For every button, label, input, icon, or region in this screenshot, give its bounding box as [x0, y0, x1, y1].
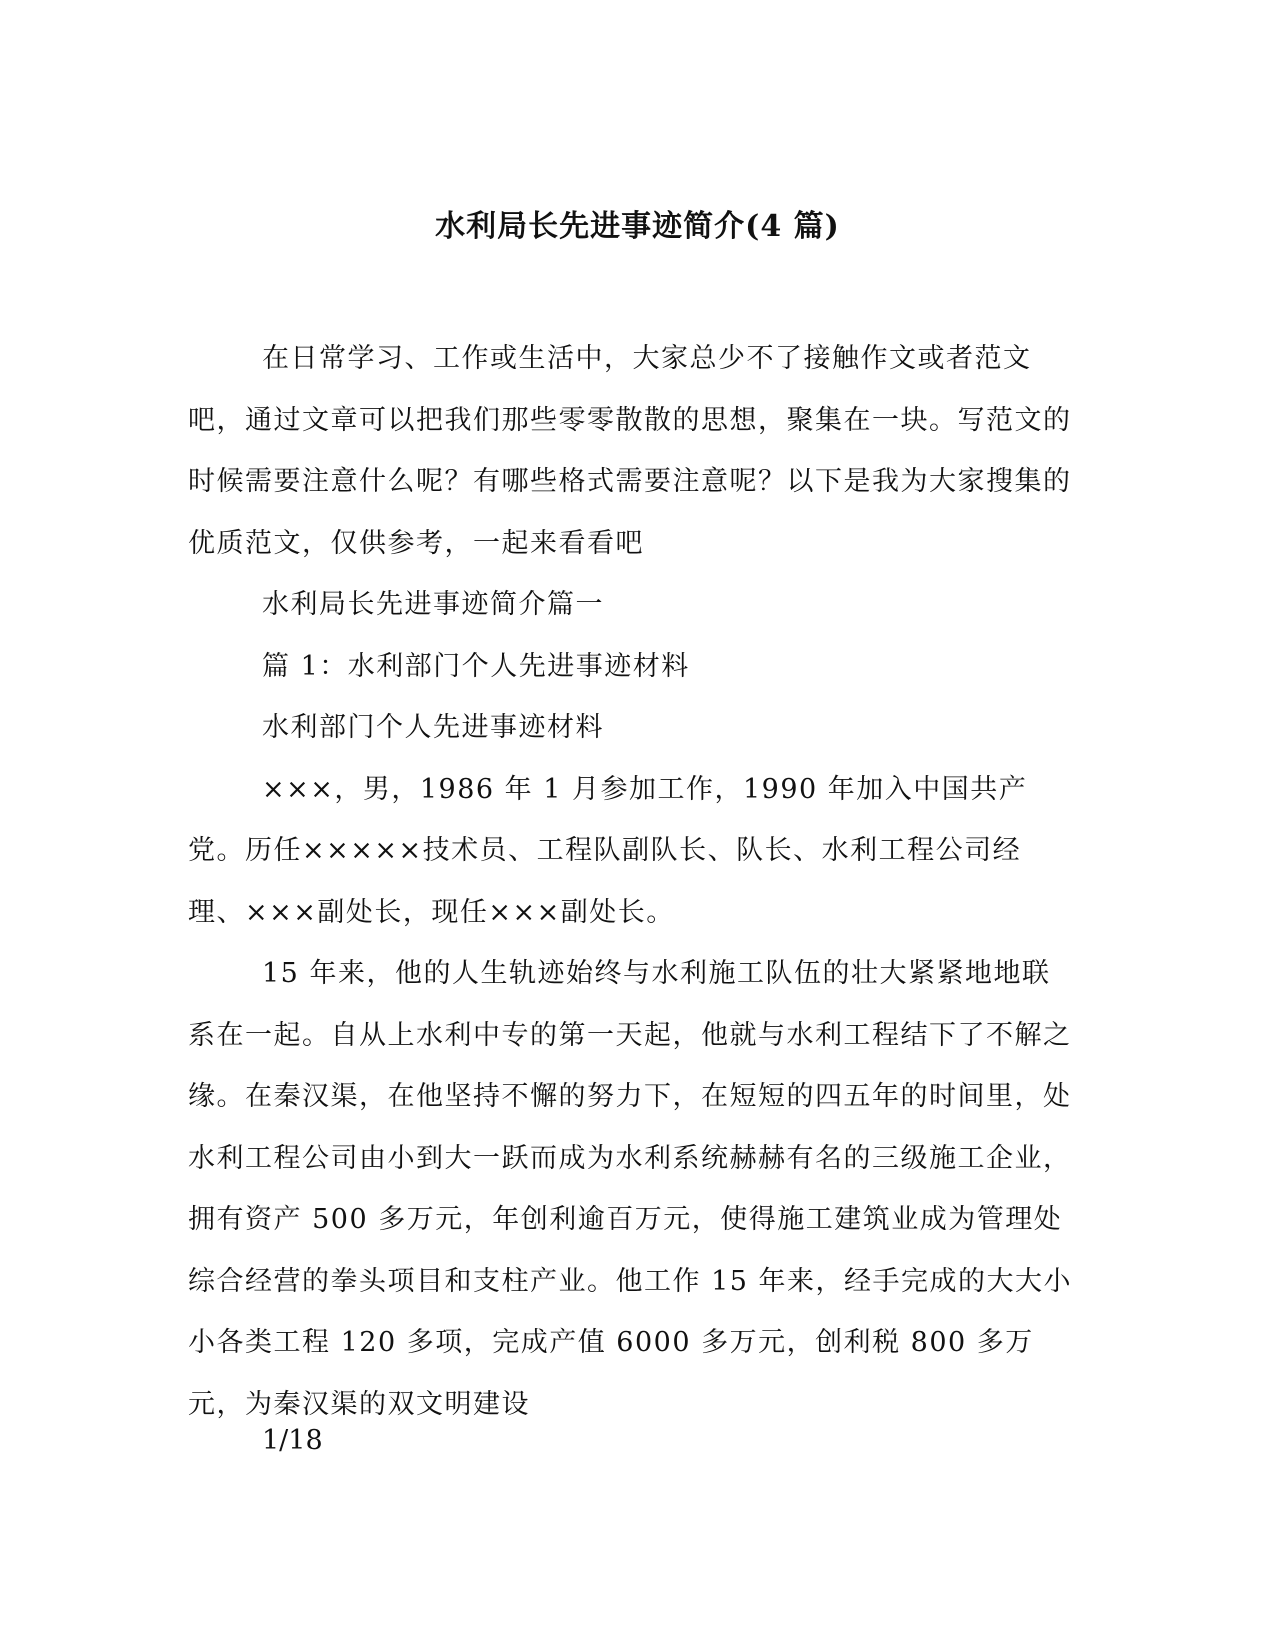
- intro-paragraph: 在日常学习、工作或生活中，大家总少不了接触作文或者范文吧，通过文章可以把我们那些零零散散的思想，聚集在一块。写范文的时候需要注意什么呢？有哪些格式需要注意呢？以下是我为大家搜集的优质范文，仅供参考，一起来看看吧: [188, 343, 1072, 559]
- article-heading: 篇 1：水利部门个人先进事迹材料: [262, 650, 690, 682]
- achievement-paragraph: 15 年来，他的人生轨迹始终与水利施工队伍的壮大紧紧地地联系在一起。自从上水利中专的第一天起，他就与水利工程结下了不解之缘。在秦汉渠，在他坚持不懈的努力下，在短短的四五年的时间里，处水利工程公司由小到大一跃而成为水利系统赫赫有名的三级施工企业，拥有资产 500 多万元，年创利逾百万元，使得施工建筑业成为管理处综合经营的拳头项目和支柱产业。他工作 15 年来，经手完成的大大小小各类工程 120 多项，完成产值 6000 多万元，创利税 800 多万元，为秦汉渠的双文明建设: [188, 958, 1073, 1420]
- profile-paragraph: ×××，男，1986 年 1 月参加工作，1990 年加入中国共产党。历任×××××技术员、工程队副队长、队长、水利工程公司经理、×××副处长，现任×××副处长。: [188, 773, 1028, 928]
- page-number: 1/18: [262, 1425, 323, 1456]
- section-heading: 水利局长先进事迹简介篇一: [262, 589, 604, 620]
- document-body: [188, 328, 1078, 1435]
- document-title: 水利局长先进事迹简介(4 篇): [435, 209, 840, 244]
- article-subheading: 水利部门个人先进事迹材料: [262, 712, 604, 743]
